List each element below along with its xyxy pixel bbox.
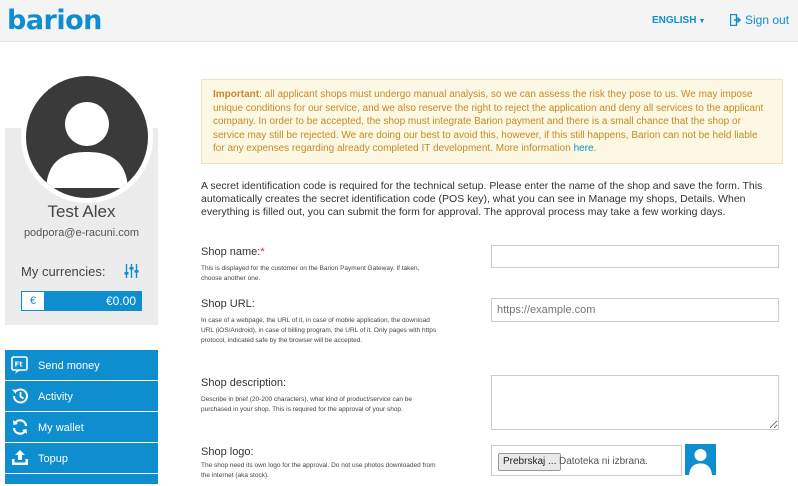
shop-name-label	[201, 246, 265, 258]
sign-out-link[interactable]	[730, 13, 789, 27]
more-info-link[interactable]: here	[573, 143, 594, 154]
send-money-icon	[11, 356, 29, 374]
shop-logo-label: Shop logo:	[201, 446, 254, 458]
top-bar	[0, 0, 798, 42]
nav-item-more[interactable]	[5, 474, 158, 484]
upload-icon	[11, 449, 29, 467]
shop-description-label: Shop description:	[201, 377, 286, 389]
nav-label: Send money	[38, 360, 100, 372]
shop-name-label-text: Shop name:	[201, 246, 261, 258]
important-notice	[201, 79, 783, 164]
shop-url-label: Shop URL:	[201, 298, 255, 310]
shop-name-input[interactable]	[491, 245, 779, 268]
nav-label: Topup	[38, 453, 68, 465]
nav-item-topup[interactable]	[5, 443, 158, 473]
user-name: Test Alex	[47, 202, 116, 221]
caret-down-icon: ▼	[698, 18, 706, 25]
user-silhouette-icon	[26, 76, 148, 198]
avatar	[21, 71, 153, 203]
sidebar-nav	[5, 350, 158, 485]
barion-logo[interactable]: barion	[7, 5, 102, 36]
nav-label: Activity	[38, 391, 73, 403]
notice-end: .	[593, 143, 597, 154]
nav-item-activity[interactable]	[5, 381, 158, 411]
language-label: ENGLISH	[652, 15, 697, 26]
notice-text: : all applicant shops must undergo manual analysis, so we can assess the risk they pose to us. We may impose unique conditions for our service, and we also reserve the right to reject the application and deny all services to the applicant company. In order to be accepted, the shop must integrate Barion payment and there is a small chance that the shop or service may still be rejected. We are doing our best to avoid this, however, if this still happens, Barion can not be held liable for any expenses regarding already completed IT development. More information	[213, 89, 764, 154]
user-email: podpora@e-racuni.com	[23, 227, 140, 239]
notice-bold: Important	[213, 89, 260, 100]
language-dropdown[interactable]	[652, 15, 705, 26]
refresh-icon	[11, 418, 29, 436]
file-status: Datoteka ni izbrana.	[559, 456, 648, 467]
shop-url-help: In case of a webpage, the URL of it, in case of mobile application, the download URL (iOS/Android), in case of billing program, the URL of it. Only pages with https protocol, indicated safe by the browser will be accepted.	[201, 317, 437, 344]
currency-balance[interactable]	[21, 291, 142, 311]
nav-item-my-wallet[interactable]	[5, 412, 158, 442]
nav-label: My wallet	[38, 422, 84, 434]
history-icon	[11, 387, 29, 405]
shop-name-help: This is displayed for the customer on the Barion Payment Gateway. If taken, choose another one.	[201, 265, 420, 282]
shop-logo-file-input[interactable]	[491, 445, 682, 476]
sign-out-label: Sign out	[745, 13, 790, 27]
svg-text:Ft: Ft	[14, 360, 23, 369]
shop-url-input[interactable]	[491, 298, 779, 322]
currency-symbol: €	[21, 291, 45, 311]
shop-description-help: Describe in brief (20-200 characters), what kind of product/service can be purchased in your shop. This is required for the approval of your shop.	[201, 396, 412, 413]
logo-placeholder	[685, 444, 716, 475]
sign-out-icon	[730, 14, 741, 26]
currencies-label: My currencies:	[21, 264, 106, 279]
settings-sliders-icon[interactable]	[124, 264, 139, 283]
user-placeholder-icon	[685, 444, 716, 475]
required-mark: *	[260, 246, 265, 258]
browse-button[interactable]: Prebrskaj ...	[498, 453, 561, 471]
shop-description-textarea[interactable]	[491, 375, 779, 430]
shop-logo-help: The shop need its own logo for the approval. Do not use photos downloaded from the internet (aka stock).	[201, 462, 436, 479]
intro-text: A secret identification code is required for the technical setup. Please enter the name of the shop and save the form. This automatically creates the secret identification code (POS key), what you can see in Manage my shops, Details. When everything is filled out, you can submit the form for approval. The approval process may take a few working days.	[201, 180, 763, 218]
balance-value: €0.00	[105, 294, 136, 308]
nav-item-send-money[interactable]	[5, 350, 158, 380]
